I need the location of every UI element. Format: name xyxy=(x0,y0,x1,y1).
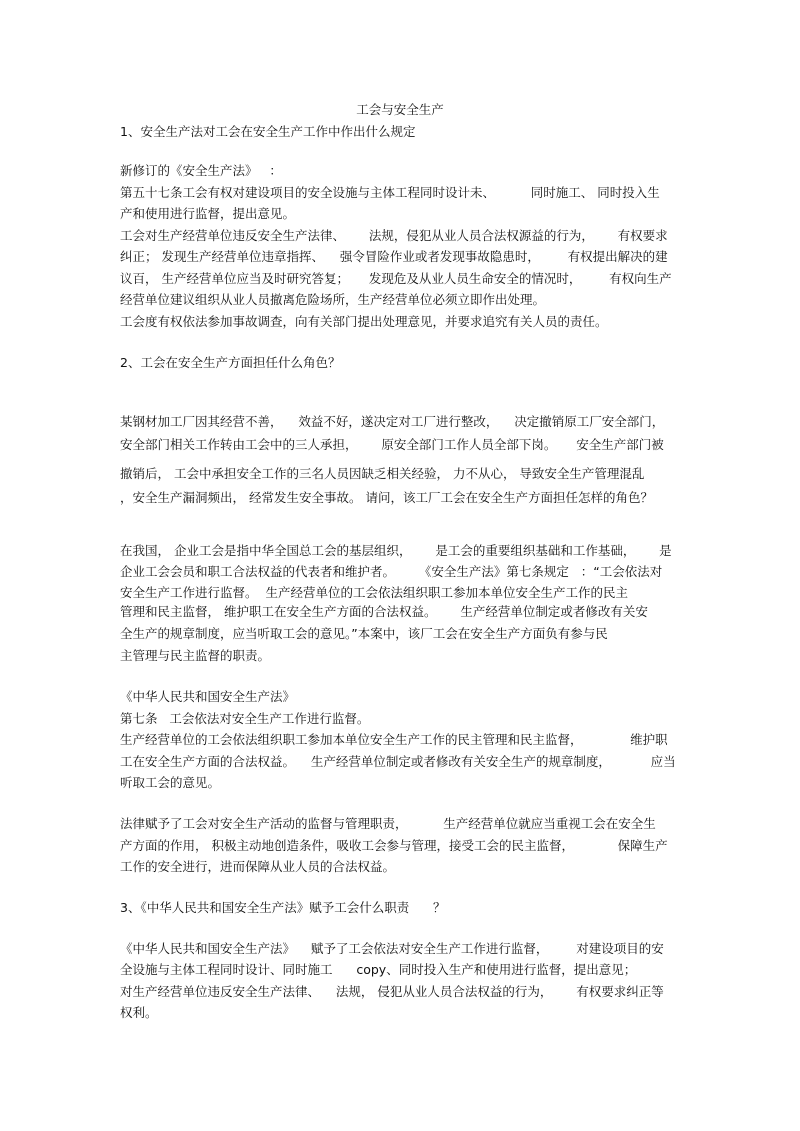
paragraph-line: 新修订的《安全生产法》 ： xyxy=(120,163,282,178)
paragraph-line: 全设施与主体工程同时设计、同时施工 copy、同时投入生产和使用进行监督，提出意见； xyxy=(120,962,637,977)
paragraph-line: 经营单位建议组织从业人员撤离危险场所，生产经营单位必须立即作出处理。 xyxy=(120,292,546,307)
paragraph-line: 工作的安全进行，进而保障从业人员的合法权益。 xyxy=(120,859,396,874)
law-title: 《中华人民共和国安全生产法》 xyxy=(120,689,296,704)
paragraph-line: 撤销后， 工会中承担安全工作的三名人员因缺乏相关经验， 力不从心， 导致安全生产管理混乱 xyxy=(120,466,645,481)
paragraph-line: 主管理与民主监督的职责。 xyxy=(120,648,271,663)
paragraph-line: 听取工会的意见。 xyxy=(120,775,221,790)
paragraph-line: 安全生产工作进行监督。 生产经营单位的工会依法组织职工参加本单位安全生产工作的民主 xyxy=(120,585,628,600)
paragraph-line: 法律赋予了工会对安全生产活动的监督与管理职责， 生产经营单位就应当重视工会在安全生 xyxy=(120,816,656,831)
paragraph-line: 在我国， 企业工会是指中华全国总工会的基层组织， 是工会的重要组织基础和工作基础， 是 xyxy=(120,543,672,558)
paragraph-line: 纠正； 发现生产经营单位违章指挥、 强令冒险作业或者发现事故隐患时， 有权提出解决的建 xyxy=(120,249,668,264)
page-title: 工会与安全生产 xyxy=(356,102,444,117)
section-heading-2: 2、工会在安全生产方面担任什么角色？ xyxy=(120,355,341,370)
section-heading-3: 3、《中华人民共和国安全生产法》赋予工会什么职责 ？ xyxy=(120,900,446,915)
paragraph-line: 议百， 生产经营单位应当及时研究答复； 发现危及从业人员生命安全的情况时， 有权向生产 xyxy=(120,271,672,286)
paragraph-line: ，安全生产漏洞频出， 经常发生安全事故。 请问，该工厂工会在安全生产方面担任怎样的角色？ xyxy=(120,490,653,505)
paragraph-line: 安全部门相关工作转由工会中的三人承担， 原安全部门工作人员全部下岗。 安全生产部门被 xyxy=(120,437,664,452)
paragraph-line: 《中华人民共和国安全生产法》 赋予了工会依法对安全生产工作进行监督， 对建设项目的安 xyxy=(120,941,664,956)
paragraph-line: 某钢材加工厂因其经营不善， 效益不好，遂决定对工厂进行整改， 决定撤销原工厂安全部门， xyxy=(120,414,665,429)
paragraph-line: 产方面的作用， 积极主动地创造条件，吸收工会参与管理，接受工会的民主监督， 保障生产 xyxy=(120,838,668,853)
paragraph-line: 工会对生产经营单位违反安全生产法律、 法规，侵犯从业人员合法权源益的行为， 有权要求 xyxy=(120,228,668,243)
paragraph-line: 全生产的规章制度，应当听取工会的意见。”本案中，该厂工会在安全生产方面负有参与民 xyxy=(120,626,608,641)
paragraph-line: 产和使用进行监督，提出意见。 xyxy=(120,206,296,221)
paragraph-line: 管理和民主监督， 维护职工在安全生产方面的合法权益。 生产经营单位制定或者修改有关安 xyxy=(120,604,648,619)
law-article: 第七条 工会依法对安全生产工作进行监督。 xyxy=(120,711,370,726)
paragraph-line: 对生产经营单位违反安全生产法律、 法规， 侵犯从业人员合法权益的行为， 有权要求纠正等 xyxy=(120,984,664,999)
section-heading-1: 1、安全生产法对工会在安全生产工作中作出什么规定 xyxy=(120,124,416,139)
paragraph-line: 企业工会会员和职工合法权益的代表者和维护者。 《安全生产法》第七条规定 ：“工会依法对 xyxy=(120,564,663,579)
paragraph-line: 第五十七条工会有权对建设项目的安全设施与主体工程同时设计未、 同时施工、 同时投入生 xyxy=(120,185,660,200)
paragraph-line: 生产经营单位的工会依法组织职工参加本单位安全生产工作的民主管理和民主监督， 维护职 xyxy=(120,732,668,747)
paragraph-line: 工在安全生产方面的合法权益。 生产经营单位制定或者修改有关安全生产的规章制度， 应当 xyxy=(120,754,676,769)
paragraph-line: 权利。 xyxy=(120,1005,158,1020)
paragraph-line: 工会度有权依法参加事故调查，向有关部门提出处理意见，并要求追究有关人员的责任。 xyxy=(120,314,608,329)
